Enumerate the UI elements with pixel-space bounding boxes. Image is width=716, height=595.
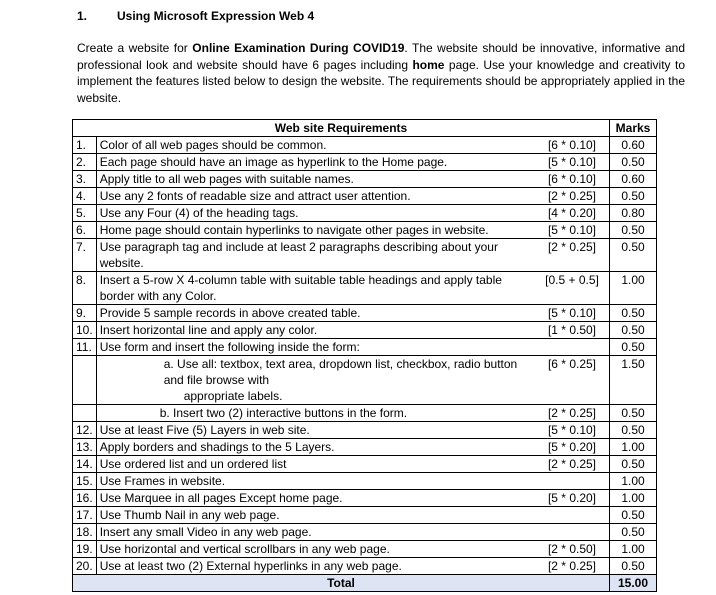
total-label: Total	[73, 575, 610, 592]
row-number: 17.	[73, 507, 97, 524]
row-breakdown: [6 * 0.25]	[535, 356, 610, 405]
total-marks: 15.00	[610, 575, 657, 592]
row-marks: 0.50	[610, 239, 657, 272]
row-marks: 1.00	[610, 439, 657, 456]
row-marks: 1.50	[610, 356, 657, 405]
row-description: Provide 5 sample records in above created table.	[96, 305, 535, 322]
row-description: Apply borders and shadings to the 5 Layers.	[96, 439, 535, 456]
intro-bold-home: home	[412, 57, 445, 72]
row-description: Insert a 5-row X 4-column table with suitable table headings and apply table border with any Color.	[96, 272, 535, 305]
row-number: 11.	[73, 339, 97, 356]
row-number: 13.	[73, 439, 97, 456]
section-title: Using Microsoft Expression Web 4	[117, 9, 315, 23]
row-description: Use at least Five (5) Layers in web site.	[96, 422, 535, 439]
intro-text-1: Create a website for	[77, 41, 193, 55]
row-breakdown: [4 * 0.20]	[535, 205, 610, 222]
row-breakdown: [5 * 0.10]	[535, 305, 610, 322]
row-marks: 1.00	[610, 490, 657, 507]
row-breakdown: [1 * 0.50]	[535, 322, 610, 339]
header-marks: Marks	[610, 120, 657, 137]
table-row	[73, 188, 657, 205]
table-row	[73, 490, 657, 507]
table-header-row	[73, 120, 657, 137]
row-description	[96, 405, 535, 422]
row-breakdown: [5 * 0.20]	[535, 490, 610, 507]
row-breakdown	[535, 524, 610, 541]
table-row	[73, 473, 657, 490]
row-number: 10.	[73, 322, 97, 339]
row-marks: 0.60	[610, 137, 657, 154]
table-row	[73, 356, 657, 405]
row-description: Apply title to all web pages with suitable names.	[96, 171, 535, 188]
row-description: Use Marquee in all pages Except home page.	[96, 490, 535, 507]
row-breakdown: [5 * 0.10]	[535, 222, 610, 239]
row-breakdown	[535, 507, 610, 524]
row-number: 20.	[73, 558, 97, 575]
header-requirements: Web site Requirements	[73, 120, 610, 137]
table-row	[73, 322, 657, 339]
intro-text-3: page. Use your knowledge and creativity to implement the features listed below to design the website. The requirements should be appropriately applied in the website.	[77, 57, 685, 105]
table-row	[73, 272, 657, 305]
row-description: Use paragraph tag and include at least 2 paragraphs describing about your website.	[96, 239, 535, 272]
row-marks: 0.50	[610, 422, 657, 439]
subitem-a-line-2: and file browse with	[163, 373, 270, 387]
row-marks: 0.50	[610, 188, 657, 205]
row-breakdown	[535, 339, 610, 356]
section-number: 1.	[77, 9, 88, 23]
row-marks: 0.50	[610, 305, 657, 322]
row-description: Use any 2 fonts of readable size and attract user attention.	[96, 188, 535, 205]
row-breakdown: [2 * 0.25]	[535, 558, 610, 575]
row-description	[96, 356, 535, 405]
table-row	[73, 239, 657, 272]
row-number: 2.	[73, 154, 97, 171]
row-breakdown: [5 * 0.20]	[535, 439, 610, 456]
row-breakdown: [5 * 0.10]	[535, 422, 610, 439]
row-number	[73, 405, 97, 422]
row-number: 15.	[73, 473, 97, 490]
row-breakdown: [5 * 0.10]	[535, 154, 610, 171]
row-breakdown	[535, 473, 610, 490]
row-marks: 0.80	[610, 205, 657, 222]
row-description: Use Thumb Nail in any web page.	[96, 507, 535, 524]
row-number	[73, 356, 97, 405]
row-number: 7.	[73, 239, 97, 272]
table-row	[73, 154, 657, 171]
row-number: 6.	[73, 222, 97, 239]
row-description: Use horizontal and vertical scrollbars in any web page.	[96, 541, 535, 558]
row-number: 1.	[73, 137, 97, 154]
row-breakdown: [2 * 0.50]	[535, 541, 610, 558]
row-description: Use Frames in website.	[96, 473, 535, 490]
row-marks: 0.50	[610, 154, 657, 171]
row-breakdown: [0.5 + 0.5]	[535, 272, 610, 305]
row-marks: 0.50	[610, 456, 657, 473]
total-row	[73, 575, 657, 592]
row-marks: 1.00	[610, 473, 657, 490]
row-description: Home page should contain hyperlinks to navigate other pages in website.	[96, 222, 535, 239]
row-number: 14.	[73, 456, 97, 473]
row-number: 3.	[73, 171, 97, 188]
row-number: 8.	[73, 272, 97, 305]
table-row	[73, 558, 657, 575]
row-description: Color of all web pages should be common.	[96, 137, 535, 154]
section-heading	[77, 9, 314, 23]
table-row	[73, 305, 657, 322]
row-description: Each page should have an image as hyperlink to the Home page.	[96, 154, 535, 171]
row-number: 9.	[73, 305, 97, 322]
row-marks: 1.00	[610, 272, 657, 305]
intro-bold-topic: Online Examination During COVID19	[192, 41, 405, 55]
row-marks: 0.50	[610, 339, 657, 356]
row-marks: 0.50	[610, 322, 657, 339]
row-number: 12.	[73, 422, 97, 439]
requirements-table	[72, 119, 657, 592]
row-breakdown: [2 * 0.25]	[535, 456, 610, 473]
table-row	[73, 507, 657, 524]
row-marks: 0.50	[610, 558, 657, 575]
row-description: Insert any small Video in any web page.	[96, 524, 535, 541]
row-breakdown: [6 * 0.10]	[535, 137, 610, 154]
table-row	[73, 405, 657, 422]
row-description: Use at least two (2) External hyperlinks in any web page.	[96, 558, 535, 575]
intro-text-2: . The website should be innovative, informative and professional look and website should have 6 pages including	[77, 41, 685, 72]
row-description: Use ordered list and un ordered list	[96, 456, 535, 473]
row-breakdown: [2 * 0.25]	[535, 188, 610, 205]
subitem-a-line-1: a. Use all: textbox, text area, dropdown list, checkbox, radio button	[163, 357, 518, 371]
row-number: 16.	[73, 490, 97, 507]
row-number: 5.	[73, 205, 97, 222]
subitem-a-line-3: appropriate labels.	[183, 389, 283, 403]
row-marks: 1.00	[610, 541, 657, 558]
table-row	[73, 422, 657, 439]
table-row	[73, 524, 657, 541]
row-marks: 0.50	[610, 405, 657, 422]
row-description: Use form and insert the following inside the form:	[96, 339, 535, 356]
row-number: 18.	[73, 524, 97, 541]
row-marks: 0.60	[610, 171, 657, 188]
table-row	[73, 541, 657, 558]
row-description: Use any Four (4) of the heading tags.	[96, 205, 535, 222]
row-marks: 0.50	[610, 524, 657, 541]
row-description: Insert horizontal line and apply any color.	[96, 322, 535, 339]
table-row	[73, 439, 657, 456]
table-row	[73, 171, 657, 188]
table-row	[73, 339, 657, 356]
row-breakdown: [6 * 0.10]	[535, 171, 610, 188]
row-marks: 0.50	[610, 507, 657, 524]
row-number: 19.	[73, 541, 97, 558]
table-row	[73, 137, 657, 154]
row-breakdown: [2 * 0.25]	[535, 405, 610, 422]
intro-paragraph	[77, 40, 685, 106]
row-breakdown: [2 * 0.25]	[535, 239, 610, 272]
table-row	[73, 205, 657, 222]
table-row	[73, 456, 657, 473]
subitem-b: b. Insert two (2) interactive buttons in the form.	[159, 406, 408, 420]
row-marks: 0.50	[610, 222, 657, 239]
table-row	[73, 222, 657, 239]
row-number: 4.	[73, 188, 97, 205]
